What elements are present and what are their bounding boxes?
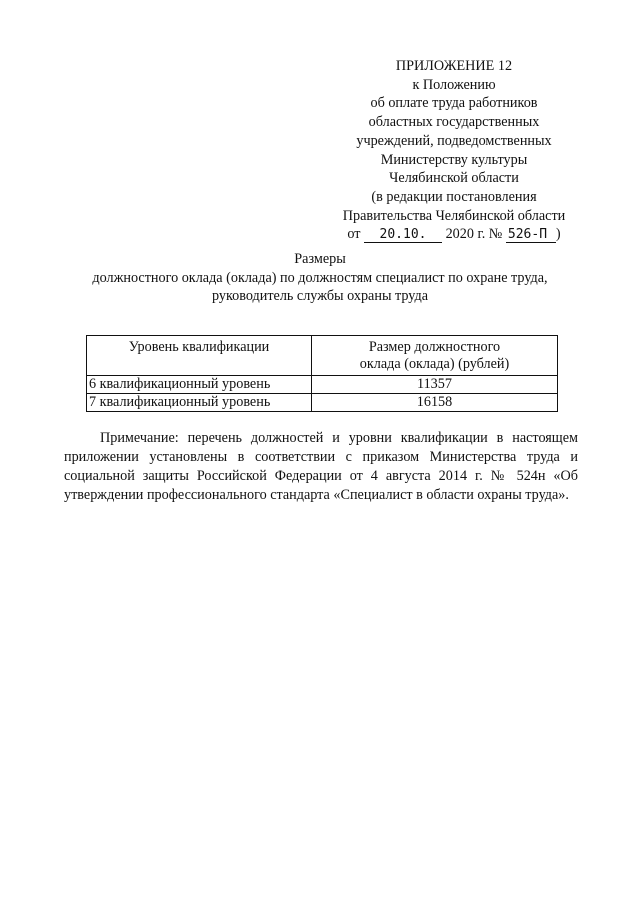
salary-amount-cell: 16158 [312, 394, 558, 412]
table-row [87, 394, 558, 412]
note-paragraph: Примечание: перечень должностей и уровни квалификации в настоящем приложении установлены в соответствии с приказом Министерства труда и социальной защиты Российской Федерации от 4 августа 2014 г. № 524н «Об утверждении профессионального стандарта «Специалист в области охраны труда». [64, 430, 578, 503]
salary-amount-cell: 11357 [312, 376, 558, 394]
appendix-ref-line: к Положению [412, 76, 496, 93]
closing-paren: ) [555, 226, 561, 243]
header-salary-line: оклада (оклада) (рублей) [359, 355, 510, 372]
appendix-ref-line: об оплате труда работников [370, 95, 538, 112]
date-prefix: от [347, 226, 361, 243]
resolution-date-line [318, 225, 590, 244]
appendix-number: ПРИЛОЖЕНИЕ 12 [395, 58, 513, 74]
header-qualification-level: Уровень квалификации [87, 336, 312, 376]
qualification-level-cell: 7 квалификационный уровень [87, 394, 312, 412]
appendix-header [318, 57, 590, 244]
title-subtitle: должностного оклада (оклада) по должностям специалист по охране труда, [92, 269, 548, 286]
resolution-number: 526-П [506, 227, 556, 243]
document-title [40, 250, 600, 306]
salary-table [86, 335, 558, 412]
table-header-row [87, 336, 558, 376]
resolution-date: 20.10. [364, 227, 442, 243]
appendix-ref-line: Министерству культуры [380, 151, 528, 168]
title-subtitle: руководитель службы охраны труда [211, 288, 429, 304]
header-salary-size [312, 336, 558, 376]
header-salary-line: Размер должностного [368, 338, 501, 355]
appendix-ref-line: учреждений, подведомственных [356, 132, 552, 149]
appendix-ref-line: Челябинской области [389, 170, 519, 187]
resolution-year: 2020 г. № [445, 226, 503, 243]
appendix-ref-line: областных государственных [368, 114, 540, 131]
title-heading: Размеры [294, 251, 346, 267]
qualification-level-cell: 6 квалификационный уровень [87, 376, 312, 394]
appendix-ref-line: (в редакции постановления [371, 188, 537, 205]
appendix-ref-line: Правительства Челябинской области [342, 207, 566, 224]
table-row [87, 376, 558, 394]
